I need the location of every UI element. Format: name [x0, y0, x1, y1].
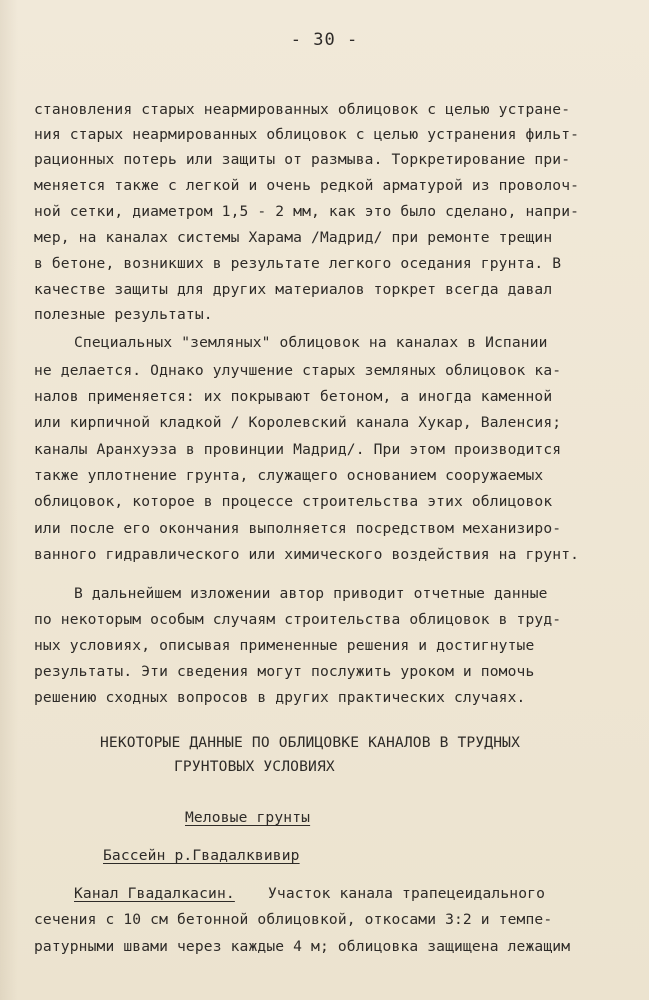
paragraph-line: в бетоне, возникших в результате легкого оседания грунта. В [34, 255, 562, 272]
paragraph-line: не делается. Однако улучшение старых земляных облицовок ка- [34, 362, 562, 379]
paragraph-line: В дальнейшем изложении автор приводит отчетные данные [74, 585, 548, 602]
paragraph-line: ной сетки, диаметром 1,5 - 2 мм, как это было сделано, напри- [34, 203, 580, 220]
paragraph-line: ных условиях, описывая примененные решения и достигнутые [34, 637, 535, 654]
section-heading: НЕКОТОРЫЕ ДАННЫЕ ПО ОБЛИЦОВКЕ КАНАЛОВ В ТРУДНЫХ [100, 734, 521, 751]
paragraph-line: полезные результаты. [34, 306, 213, 323]
paragraph-line: ванного гидравлического или химического воздействия на грунт. [34, 546, 580, 563]
paragraph-line: качестве защиты для других материалов торкрет всегда давал [34, 281, 553, 298]
paragraph-line: результаты. Эти сведения могут послужить уроком и помочь [34, 663, 535, 680]
paragraph-line: или после его окончания выполняется посредством механизиро- [34, 520, 562, 537]
paragraph-line: Специальных "земляных" облицовок на каналах в Испании [74, 334, 548, 351]
paragraph-line: ратурными швами через каждые 4 м; облицовка защищена лежащим [34, 938, 571, 955]
paragraph-line: по некоторым особым случаям строительства облицовок в труд- [34, 611, 562, 628]
paragraph-line: ния старых неармированных облицовок с целью устранения фильт- [34, 126, 580, 143]
paragraph-line: становления старых неармированных облицовок с целью устране- [34, 101, 571, 118]
paragraph-line: налов применяется: их покрывают бетоном, а иногда каменной [34, 388, 553, 405]
section-heading: ГРУНТОВЫХ УСЛОВИЯХ [174, 758, 335, 775]
paragraph-label: Канал Гвадалкасин. [74, 885, 235, 902]
paragraph-line: также уплотнение грунта, служащего основанием сооружаемых [34, 467, 544, 484]
subheading: Бассейн р.Гвадалквивир [103, 847, 300, 864]
subheading: Меловые грунты [185, 809, 311, 826]
paragraph-line: решению сходных вопросов в других практических случаях. [34, 689, 526, 706]
paragraph-line: или кирпичной кладкой / Королевский канала Хукар, Валенсия; [34, 414, 562, 431]
paragraph-line: Участок канала трапецеидального [268, 885, 546, 902]
paragraph-line: рационных потерь или защиты от размыва. Торкретирование при- [34, 151, 571, 168]
paragraph-line: облицовок, которое в процессе строительства этих облицовок [34, 493, 553, 510]
page-number: - 30 - [290, 30, 359, 50]
paragraph-line: меняется также с легкой и очень редкой арматурой из проволоч- [34, 177, 580, 194]
paragraph-line: сечения с 10 см бетонной облицовкой, откосами 3:2 и темпе- [34, 911, 553, 928]
paragraph-line: мер, на каналах системы Харама /Мадрид/ при ремонте трещин [34, 229, 553, 246]
paragraph-line: каналы Аранхуэза в провинции Мадрид/. При этом производится [34, 441, 562, 458]
